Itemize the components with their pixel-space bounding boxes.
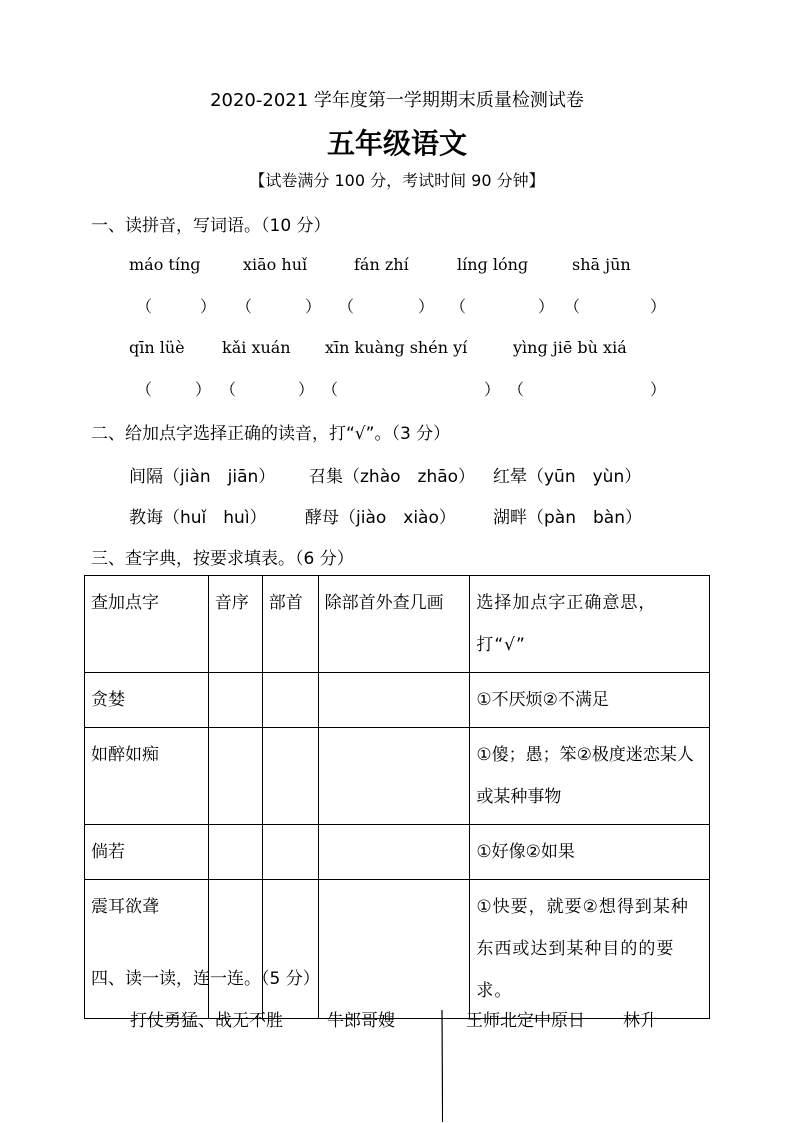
pinyin-6: qīn lüè xyxy=(129,338,185,357)
match-right-item: 王师北定中原日 xyxy=(466,1011,585,1031)
answer-blank-open: （ xyxy=(236,297,253,316)
dictionary-table xyxy=(84,575,710,1019)
answer-blank-open: （ xyxy=(450,297,467,316)
table-cell xyxy=(208,825,262,880)
section1-heading: 一、读拼音，写词语。（10 分） xyxy=(91,216,331,236)
header-cell: 部首 xyxy=(262,576,318,673)
answer-blank-close: ） xyxy=(538,297,555,316)
table-cell xyxy=(318,825,470,880)
match-left-item: 牛郎哥嫂 xyxy=(327,1011,395,1031)
table-cell xyxy=(262,880,318,1019)
table-cell: ①好像②如果 xyxy=(470,825,710,880)
table-cell xyxy=(208,728,262,825)
exam-title: 2020-2021 学年度第一学期期末质量检测试卷 xyxy=(210,90,584,111)
table-cell xyxy=(262,825,318,880)
answer-blank-close: ） xyxy=(195,380,212,399)
exam-subtitle: 五年级语文 xyxy=(326,127,467,160)
table-row xyxy=(85,880,710,1019)
pinyin-7: kǎi xuán xyxy=(222,338,291,357)
exam-meta: 【试卷满分 100 分，考试时间 90 分钟】 xyxy=(249,171,545,190)
table-cell: ①傻；愚；笨②极度迷恋某人或某种事物 xyxy=(470,728,710,825)
pinyin-9: yìnɡ jiē bù xiá xyxy=(513,338,627,357)
answer-blank-close: ） xyxy=(305,297,322,316)
table-row xyxy=(85,673,710,728)
table-cell xyxy=(262,673,318,728)
match-left-item: 打仗勇猛、战无不胜 xyxy=(130,1011,283,1031)
answer-blank-open: （ xyxy=(136,297,153,316)
answer-blank-close: ） xyxy=(650,297,667,316)
table-cell xyxy=(262,728,318,825)
reading-choice: 召集（zhào zhāo） xyxy=(309,467,476,487)
pinyin-1: máo tínɡ xyxy=(129,255,201,274)
section2-heading: 二、给加点字选择正确的读音，打“√”。（3 分） xyxy=(91,424,451,444)
answer-blank-close: ） xyxy=(298,380,315,399)
answer-blank-open: （ xyxy=(136,380,153,399)
table-cell: 震耳欲聋 xyxy=(85,880,209,1019)
header-cell: 除部首外查几画 xyxy=(318,576,470,673)
table-cell: 如醉如痴 xyxy=(85,728,209,825)
header-cell: 音序 xyxy=(208,576,262,673)
match-right-item: 林升 xyxy=(623,1011,657,1031)
pinyin-4: línɡ lónɡ xyxy=(457,255,529,274)
table-header-row xyxy=(85,576,710,673)
table-row xyxy=(85,825,710,880)
table-cell xyxy=(318,673,470,728)
column-divider xyxy=(441,1010,443,1122)
reading-choice: 酵母（jiào xiào） xyxy=(305,508,456,528)
table-cell: 贪婪 xyxy=(85,673,209,728)
table-cell xyxy=(208,673,262,728)
answer-blank-open: （ xyxy=(508,380,525,399)
pinyin-2: xiāo huǐ xyxy=(243,255,308,274)
answer-blank-open: （ xyxy=(322,380,339,399)
reading-choice: 红晕（yūn yùn） xyxy=(493,467,642,487)
answer-blank-open: （ xyxy=(220,380,237,399)
table-cell xyxy=(318,728,470,825)
header-cell: 选择加点字正确意思，打“√” xyxy=(470,576,710,673)
header-cell: 查加点字 xyxy=(85,576,209,673)
table-cell: ①快要，就要②想得到某种东西或达到某种目的的要求。 xyxy=(470,880,710,1019)
answer-blank-open: （ xyxy=(564,297,581,316)
answer-blank-open: （ xyxy=(338,297,355,316)
reading-choice: 湖畔（pàn bàn） xyxy=(493,508,642,528)
reading-choice: 教诲（huǐ huì） xyxy=(129,508,267,528)
pinyin-8: xīn kuànɡ shén yí xyxy=(325,338,468,357)
table-cell xyxy=(208,880,262,1019)
reading-choice: 间隔（jiàn jiān） xyxy=(129,467,276,487)
table-cell: ①不厌烦②不满足 xyxy=(470,673,710,728)
pinyin-3: fán zhí xyxy=(354,255,409,274)
section3-heading: 三、查字典，按要求填表。（6 分） xyxy=(91,549,354,569)
pinyin-5: shā jūn xyxy=(572,255,631,274)
answer-blank-close: ） xyxy=(418,297,435,316)
answer-blank-close: ） xyxy=(200,297,217,316)
table-row xyxy=(85,728,710,825)
section4-heading: 四、读一读，连一连。（5 分） xyxy=(91,969,320,989)
table-cell xyxy=(318,880,470,1019)
answer-blank-close: ） xyxy=(650,380,667,399)
answer-blank-close: ） xyxy=(484,380,501,399)
table-cell: 倘若 xyxy=(85,825,209,880)
